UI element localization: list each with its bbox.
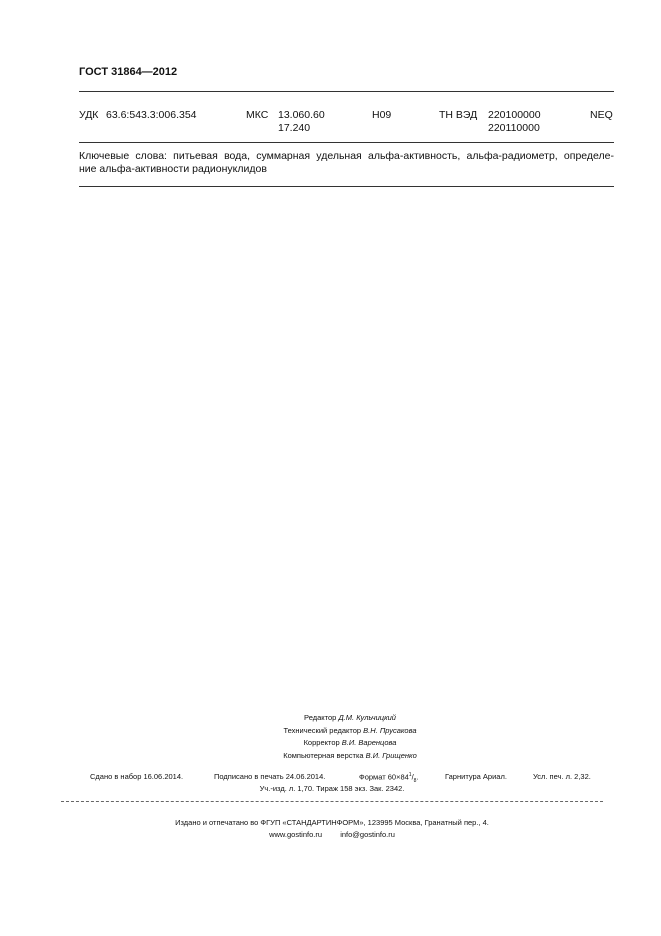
mks-value-2: 17.240 bbox=[278, 122, 311, 134]
udk-label: УДК bbox=[79, 109, 99, 121]
print-format: Формат $60\times 84^1/_8$. bbox=[359, 772, 419, 784]
signed-date: Подписано в печать 24.06.2014. bbox=[214, 772, 326, 781]
bottom-rule bbox=[79, 186, 614, 187]
credits-block bbox=[220, 712, 480, 762]
credit-tech-editor: Технический редактор В.Н. Прусакова bbox=[283, 725, 417, 735]
keywords-line-2: ние альфа-активности радионуклидов bbox=[79, 163, 267, 175]
credit-layout: Компьютерная верстка В.И. Грищенко bbox=[283, 750, 417, 760]
publisher-line: Издано и отпечатано во ФГУП «СТАНДАРТИНФОРМ», 123995 Москва, Гранатный пер., 4. bbox=[175, 818, 489, 827]
printed-sheets: Усл. печ. л. 2,32. bbox=[533, 772, 591, 781]
mks-label: МКС bbox=[246, 109, 269, 121]
classification-code: Н09 bbox=[372, 109, 392, 121]
tn-ved-value-1: 220100000 bbox=[488, 109, 541, 121]
credit-corrector: Корректор В.И. Варенцова bbox=[303, 738, 397, 747]
dashed-divider bbox=[61, 801, 603, 802]
document-title: ГОСТ 31864—2012 bbox=[79, 66, 178, 78]
equivalence-mark: NEQ bbox=[590, 109, 613, 121]
middle-rule bbox=[79, 142, 614, 143]
top-rule bbox=[79, 91, 614, 92]
keywords-line-1: Ключевые слова: питьевая вода, суммарная удельная альфа-активность, альфа-радиометр, определе- bbox=[79, 150, 614, 162]
submitted-date: Сдано в набор 16.06.2014. bbox=[90, 772, 184, 781]
keywords-block bbox=[79, 150, 614, 176]
credit-editor: Редактор Д.М. Кульчицкий bbox=[304, 713, 396, 722]
tn-ved-label: ТН ВЭД bbox=[439, 109, 478, 121]
typeface: Гарнитура Ариал. bbox=[445, 772, 507, 781]
website-link[interactable]: www.gostinfo.ru bbox=[269, 830, 323, 839]
udk-value: 63.6:543.3:006.354 bbox=[106, 109, 197, 121]
contacts-line bbox=[61, 830, 603, 839]
mks-value-1: 13.060.60 bbox=[278, 109, 325, 121]
email-link[interactable]: info@gostinfo.ru bbox=[340, 830, 395, 839]
tn-ved-value-2: 220110000 bbox=[488, 122, 540, 134]
edition-details: Уч.-изд. л. 1,70. Тираж 158 экз. Зак. 2342. bbox=[259, 784, 405, 793]
